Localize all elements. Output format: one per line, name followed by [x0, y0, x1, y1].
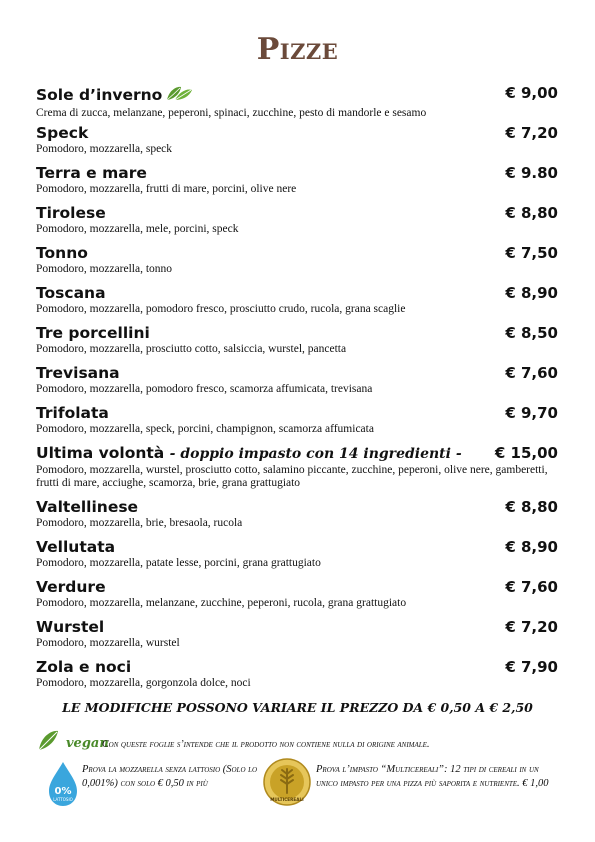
item-description: Pomodoro, mozzarella, patate lesse, porcini, grana grattugiato — [36, 557, 321, 569]
lactose-badge-label: LATTOSIO — [53, 797, 73, 802]
item-price: € 9,70 — [505, 404, 558, 422]
menu-item — [36, 444, 560, 498]
item-description: Pomodoro, mozzarella, wurstel — [36, 637, 180, 649]
menu-item — [36, 364, 560, 404]
price-change-notice: LE MODIFICHE POSSONO VARIARE IL PREZZO DA € 0,50 A € 2,50 — [62, 700, 533, 715]
lactose-free-drop-icon — [46, 760, 80, 812]
menu-item — [36, 618, 560, 658]
item-name: Valtellinese — [36, 498, 139, 516]
menu-item — [36, 164, 560, 204]
item-description: Crema di zucca, melanzane, peperoni, spinaci, zucchine, pesto di mandorle e sesamo — [36, 107, 427, 119]
item-price: € 7,50 — [505, 244, 558, 262]
menu-item — [36, 498, 560, 538]
item-name: Wurstel — [36, 618, 105, 636]
item-description: Pomodoro, mozzarella, gorgonzola dolce, noci — [36, 677, 251, 689]
item-subtitle: - doppio impasto con 14 ingredienti - — [169, 446, 462, 462]
menu-item — [36, 404, 560, 444]
item-description: Pomodoro, mozzarella, brie, bresaola, rucola — [36, 517, 243, 529]
item-price: € 7,20 — [505, 618, 558, 636]
multicereali-badge-label: MULTICEREALI — [270, 797, 304, 802]
vegan-legend-text: Con queste foglie s’intende che il prodotto non contiene nulla di origine animale. — [102, 739, 430, 750]
menu-item — [36, 204, 560, 244]
menu-item — [36, 84, 560, 124]
item-name: Sole d’inverno — [36, 84, 560, 107]
item-name: Terra e mare — [36, 164, 147, 182]
item-description: Pomodoro, mozzarella, speck — [36, 143, 173, 155]
item-name: Tonno — [36, 244, 88, 262]
item-description: Pomodoro, mozzarella, wurstel, prosciutto cotto, salamino piccante, zucchine, peperoni, olive nere, gamberetti, frutti di mare, acciughe, scamorza, brie, grana grattugiato — [36, 464, 548, 489]
menu-item — [36, 578, 560, 618]
item-name: Trevisana — [36, 364, 120, 382]
item-price: € 7,90 — [505, 658, 558, 676]
item-description: Pomodoro, mozzarella, tonno — [36, 263, 173, 275]
item-price: € 8,80 — [505, 498, 558, 516]
item-price: € 7,20 — [505, 124, 558, 142]
vegan-logo-word: vegan — [66, 736, 109, 751]
lactose-badge-value: 0% — [54, 786, 72, 797]
item-description: Pomodoro, mozzarella, speck, porcini, champignon, scamorza affumicata — [36, 423, 374, 435]
menu-item — [36, 284, 560, 324]
lactose-free-text: Prova la mozzarella senza lattosio (Solo lo 0,001%) con solo € 0,50 in più — [82, 764, 258, 789]
item-description: Pomodoro, mozzarella, pomodoro fresco, scamorza affumicata, trevisana — [36, 383, 373, 395]
item-name: Toscana — [36, 284, 106, 302]
item-description: Pomodoro, mozzarella, melanzane, zucchine, peperoni, rucola, grana grattugiato — [36, 597, 407, 609]
item-price: € 9.80 — [505, 164, 558, 182]
item-name: Vellutata — [36, 538, 116, 556]
item-description: Pomodoro, mozzarella, frutti di mare, porcini, olive nere — [36, 183, 297, 195]
item-price: € 8,50 — [505, 324, 558, 342]
item-price: € 7,60 — [505, 578, 558, 596]
item-description: Pomodoro, mozzarella, mele, porcini, speck — [36, 223, 239, 235]
menu-item — [36, 124, 560, 164]
multicereali-text: Prova l’impasto “Multicereali”: 12 tipi di cereali in un unico impasto per una pizza più saporita e nutriente. € 1,00 — [316, 764, 549, 789]
item-name: Tre porcellini — [36, 324, 150, 342]
vegan-leaf-icon — [165, 84, 193, 107]
menu-item — [36, 324, 560, 364]
pizza-list — [36, 84, 560, 698]
item-price: € 8,90 — [505, 538, 558, 556]
item-price: € 7,60 — [505, 364, 558, 382]
multicereali-badge-icon — [262, 757, 312, 811]
menu-item — [36, 658, 560, 698]
item-name: Trifolata — [36, 404, 109, 422]
item-price: € 8,80 — [505, 204, 558, 222]
item-name: Ultima volontà - doppio impasto con 14 ingredienti - — [36, 444, 462, 462]
menu-item — [36, 244, 560, 284]
item-name: Verdure — [36, 578, 106, 596]
item-price: € 15,00 — [494, 444, 558, 462]
item-price: € 8,90 — [505, 284, 558, 302]
vegan-legend — [36, 726, 576, 756]
item-name: Tirolese — [36, 204, 106, 222]
item-price: € 9,00 — [505, 84, 558, 102]
item-name: Zola e noci — [36, 658, 132, 676]
menu-item — [36, 538, 560, 578]
item-name: Speck — [36, 124, 89, 142]
item-description: Pomodoro, mozzarella, pomodoro fresco, prosciutto crudo, rucola, grana scaglie — [36, 303, 406, 315]
page-title: Pizze — [256, 32, 339, 67]
item-description: Pomodoro, mozzarella, prosciutto cotto, salsiccia, wurstel, pancetta — [36, 343, 347, 355]
